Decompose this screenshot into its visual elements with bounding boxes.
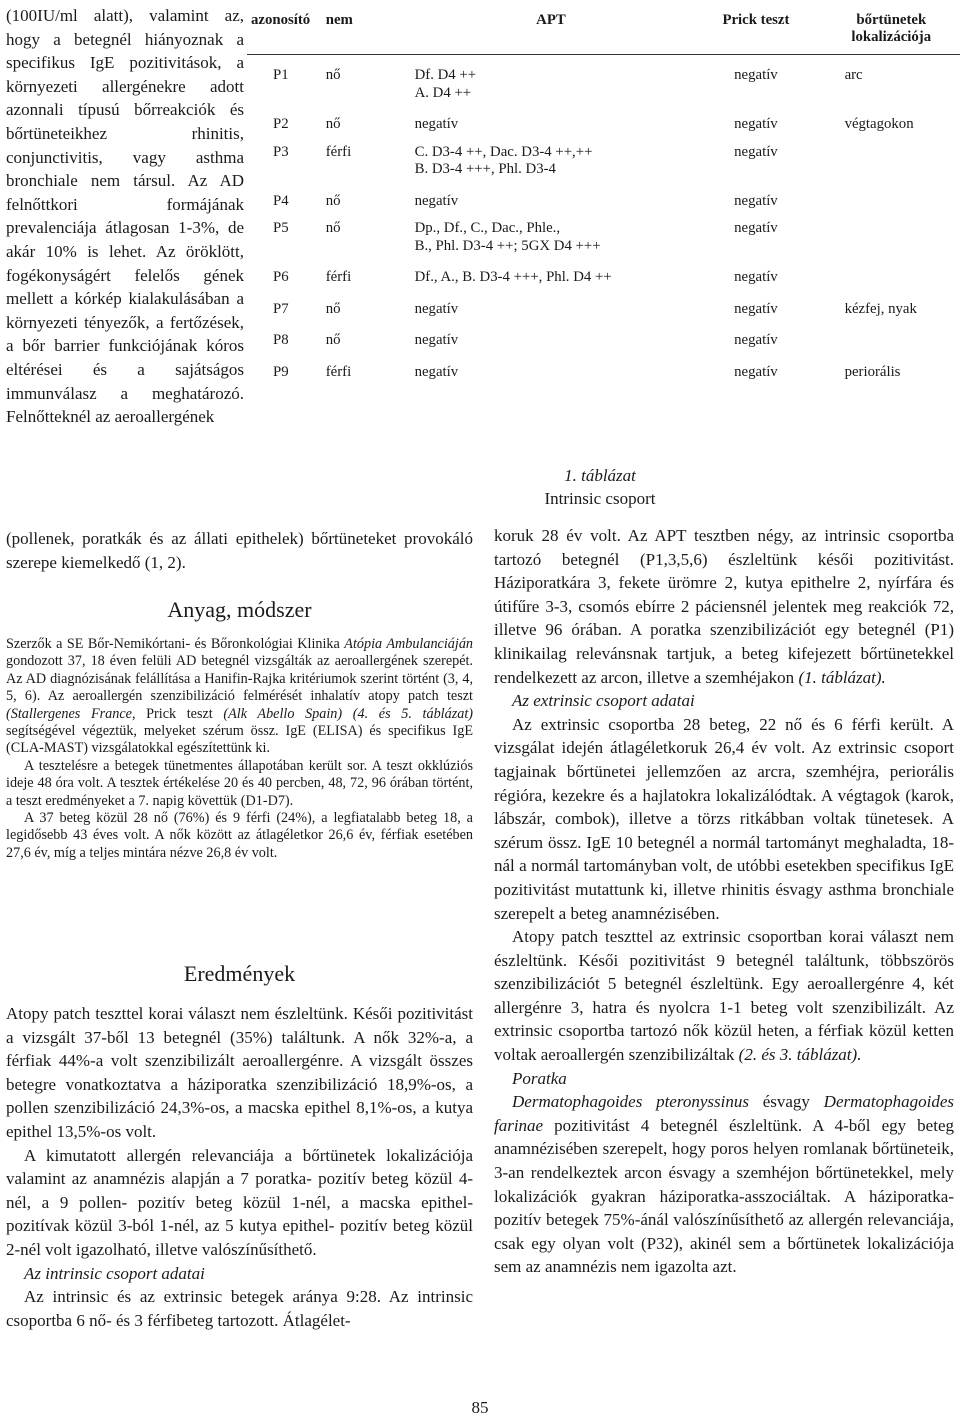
right-paragraph-1: koruk 28 év volt. Az APT tesztben négy, az intrinsic csoportba tartozó betegnél (P1,3,5,6) észleltünk késői pozitivitást. Háziporatkára 3, fekete ürömre 2, kutya epithelre 2, nyírfára és útifűre 3-3, csomós ebírre 2 páciensnél jelentek meg reakciók 72, illetve 96 órában. A poratka szenzibilizációt egy betegnél (P1) klinikailag relevánsnak tartjuk, a beteg kifejezett bőrtünetekkel rendelkezett az arcon, illetve a szemhéjakon (1. táblázat). (494, 526, 954, 687)
cell-prick: negatív (734, 269, 778, 285)
cell-prick: negatív (734, 192, 778, 209)
cell-id: P8 (273, 332, 289, 348)
cell-apt: negatív (414, 332, 459, 348)
cell-apt: negatív (414, 363, 459, 380)
cell-prick: negatív (734, 220, 778, 236)
cell-localization: periorális (844, 363, 901, 380)
right-paragraph-4: Dermatophagoides pteronyssinus ésvagy Dermatophagoides farinae pozitivitást 4 betegnél észleltünk. A 4-ből egy beteg anamnézisében szerepelt, hogy poros helyen romlanak bőrtüneteik, 3-an rendelkeztek arcon ésvagy a szemhéjon bőrtünetekkel, mely lokalizációk gyakran háziporatka-asszociáltak. A háziporatka-pozitív betegek 75%-ánál valószínűsíthető az allergén relevanciája, csak egy olyan volt (P32), akinél sem a bőrtünetek lokalizációja sem az anamnézis nem igazolta azt. (494, 1092, 954, 1277)
cell-localization (821, 255, 960, 287)
results-paragraph-1: Atopy patch teszttel korai választ nem észleltünk. Késői pozitivitást a vizsgált 37-ből 13 betegnél (35%) találtunk. A nők 32%-a, a férfiak 44%-a volt szenzibilizált aeroallergénre. A vizsgált összes betegre vonatkoztatva a háziporatka szenzibilizáció 18,9%-os, a pollen szenzibilizáció 24,3%-os, a macska epithel 8,1%-os, a kutya epithel 13,5%-os volt. (6, 1004, 473, 1141)
cell-prick: negatív (734, 143, 778, 160)
cell-id: P7 (273, 300, 289, 317)
results-heading: Eredmények (183, 961, 296, 986)
intro-paragraph: (100IU/ml alatt), valamint az, hogy a betegnél hiányoznak a specifikus IgE pozitivitások, a környezeti allergénekre adott azonnali típusú bőrreakciók és bőrtüneteikhez rhinitis, conjunctivitis, vagy asthma bronchiale nem társul. Az AD felnőttkori formájának prevalenciája átlagosan 1-3%, de akár 10% is lehet. Az öröklött, fogékonyságért felelős gének mellett a kórkép kialakulásában a környezeti tényezők, a fertőzések, a bőr barrier funkciójának kóros eltérései és a sajátságos immunválasz a meghatározó. Felnőtteknél az aeroallergének (6, 6, 244, 427)
right-paragraph-3: Atopy patch teszttel az extrinsic csoportban korai választ nem észleltünk. Késői pozitivitást 9 betegnél találtunk, többszörös szenzibilizációt 5 betegnél észleltünk. Egy aeroallergénre 4, két allergénre 3, hatra és nyolcra 1-1 beteg volt szenzibilizált. Az extrinsic csoportba tartozó nők közül heten, a férfiak közül ketten voltak aeroallergén szenzibilizáltak (2. és 3. táblázat). (494, 927, 954, 1065)
table-row (247, 318, 960, 350)
cell-id: P2 (273, 116, 289, 132)
table-caption-number: 1. táblázat (564, 466, 636, 485)
cell-apt: Dp., Df., C., Dac., Phle., B., Phl. D3-4 ++; 5GX D4 +++ (414, 220, 601, 254)
col-header-sex: nem (322, 10, 411, 55)
cell-localization (821, 134, 960, 179)
intrinsic-subheading: Az intrinsic csoport adatai (24, 1263, 205, 1283)
cell-sex: férfi (325, 269, 352, 285)
cell-id: P4 (273, 192, 289, 209)
col-header-prick: Prick teszt (691, 10, 820, 55)
col-header-apt: APT (411, 10, 692, 55)
cell-prick: negatív (734, 363, 778, 380)
cell-localization (821, 179, 960, 211)
table-row (247, 179, 960, 211)
cell-prick: negatív (734, 332, 778, 348)
table-header-row (247, 10, 960, 55)
cell-sex: nő (325, 220, 341, 236)
cell-apt: Df., A., B. D3-4 +++, Phl. D4 ++ (414, 269, 612, 285)
table-row (247, 255, 960, 287)
right-column-text (494, 524, 954, 1279)
cell-sex: nő (325, 116, 341, 132)
cell-prick: negatív (734, 116, 778, 132)
methods-paragraph-1: Szerzők a SE Bőr-Nemikórtani- és Bőronkológiai Klinika Atópia Ambulanciáján gondozott 37, 18 éven felüli AD betegnél vizsgálták az aeroallergének szerepét. Az AD diagnózisának felállítása a Hanifin-Rajka kritériumok szerint történt (3, 4, 5, 6). Az aeroallergén szenzibilizáció felmérését inhalatív atopy patch teszt (Stallergenes France, Prick teszt (Alk Abello Spain) (4. és 5. táblázat) segítségével végeztük, melyeket szérum össz. IgE (ELISA) és specifikus IgE (CLA-MAST) vizsgálatokkal egészítettünk ki. (6, 636, 474, 757)
cell-prick: negatív (734, 67, 778, 83)
cell-localization: arc (844, 67, 863, 83)
intro-paragraph-end: (pollenek, poratkák és az állati epithelek) bőrtüneteket provokáló szerepe kiemelkedő (1, 2). (6, 529, 473, 572)
table-row (247, 350, 960, 382)
col-header-localization: bőrtünetek lokalizációja (821, 10, 960, 55)
table-row (247, 210, 960, 255)
methods-heading: Anyag, módszer (167, 597, 312, 622)
cell-localization: végtagokon (844, 116, 914, 132)
cell-id: P1 (273, 67, 289, 83)
extrinsic-subheading: Az extrinsic csoport adatai (512, 691, 695, 711)
methods-paragraph-3: A 37 beteg közül 28 nő (76%) és 9 férfi (24%), a legfiatalabb beteg 18, a legidősebb 43 éves volt. A nők között az átlagéletkor 26,6 év, férfiak esetében 27,6 év, míg a teljes mintára nézve 26,8 év volt. (6, 810, 473, 861)
results-paragraph-2: A kimutatott allergén relevanciája a bőrtünetek lokalizációja valamint az anamnézis alapján a 7 poratka- pozitív beteg közül 4-nél, a 9 pollen- pozitív beteg közül 1-nél, a macska epithel- pozitívak közül 3-ból 1-nél, az 5 kutya epithel- pozitív beteg közül 2-nél volt igazolható, illetve valószínűsíthető. (6, 1145, 473, 1259)
table-caption-title: Intrinsic csoport (544, 489, 656, 508)
cell-id: P9 (273, 363, 289, 380)
cell-apt: C. D3-4 ++, Dac. D3-4 ++,++ B. D3-4 +++, Phl. D3-4 (414, 143, 593, 177)
intrinsic-table (247, 10, 960, 381)
results-paragraph-3: Az intrinsic és az extrinsic betegek aránya 9:28. Az intrinsic csoportba 6 nő- és 3 férfibeteg tartozott. Átlagélet- (6, 1287, 473, 1330)
cell-sex: férfi (325, 363, 352, 380)
table-row (247, 102, 960, 134)
intro-narrow-text (6, 4, 244, 429)
cell-localization (821, 318, 960, 350)
cell-id: P5 (273, 220, 289, 236)
cell-apt: negatív (414, 116, 459, 132)
page-number: 85 (471, 1398, 489, 1417)
cell-sex: nő (325, 332, 341, 348)
intro-wide-text (6, 527, 473, 574)
cell-localization (821, 210, 960, 255)
cell-sex: nő (325, 300, 341, 317)
poratka-subheading: Poratka (512, 1068, 567, 1088)
cell-localization: kézfej, nyak (844, 300, 917, 317)
cell-apt: Df. D4 ++ A. D4 ++ (414, 67, 477, 101)
methods-paragraph-2: A tesztelésre a betegek tünetmentes állapotában került sor. A teszt okklúziós ideje 48 óra volt. A tesztek értékelése 20 és 40 percben, 48, 72, 96 órában történt, a teszt eredményeket a 7. napig követtük (D1-D7). (6, 757, 473, 809)
col-header-id: azonosító (247, 10, 322, 55)
results-text (6, 1002, 473, 1332)
table-row (247, 287, 960, 319)
cell-sex: nő (325, 192, 341, 209)
cell-id: P6 (273, 269, 289, 285)
table-1 (247, 10, 959, 381)
right-paragraph-2: Az extrinsic csoportba 28 beteg, 22 nő és 6 férfi került. A vizsgálat idején átlagéletkoruk 26,4 év volt. Az extrinsic csoport tagjainak bőrtünetei jellemzően az arcra, szemhéjra, periorális régióra, kezekre és a hajlatokra lokalizálódtak. A végtagok (karok, lábszár, combok), illetve a törzs ritkábban voltak tünetesek. A szérum össz. IgE 10 betegnél a normál tartományt meghaladta, 18-nál a normál tartományban volt, de utóbbi esetekben specifikus IgE pozitivitást mutattunk ki, illetve rhinitis ésvagy asthma bronchiale szerepelt a beteg anamnézisében. (494, 714, 954, 923)
cell-sex: nő (325, 67, 341, 83)
cell-id: P3 (273, 143, 289, 160)
cell-prick: negatív (734, 300, 778, 317)
cell-apt: negatív (414, 300, 459, 317)
table-row (247, 134, 960, 179)
table-body (247, 55, 960, 382)
cell-sex: férfi (325, 143, 352, 160)
table-1-caption (480, 464, 720, 510)
methods-text (6, 636, 473, 862)
cell-apt: negatív (414, 192, 459, 209)
table-row (247, 55, 960, 103)
